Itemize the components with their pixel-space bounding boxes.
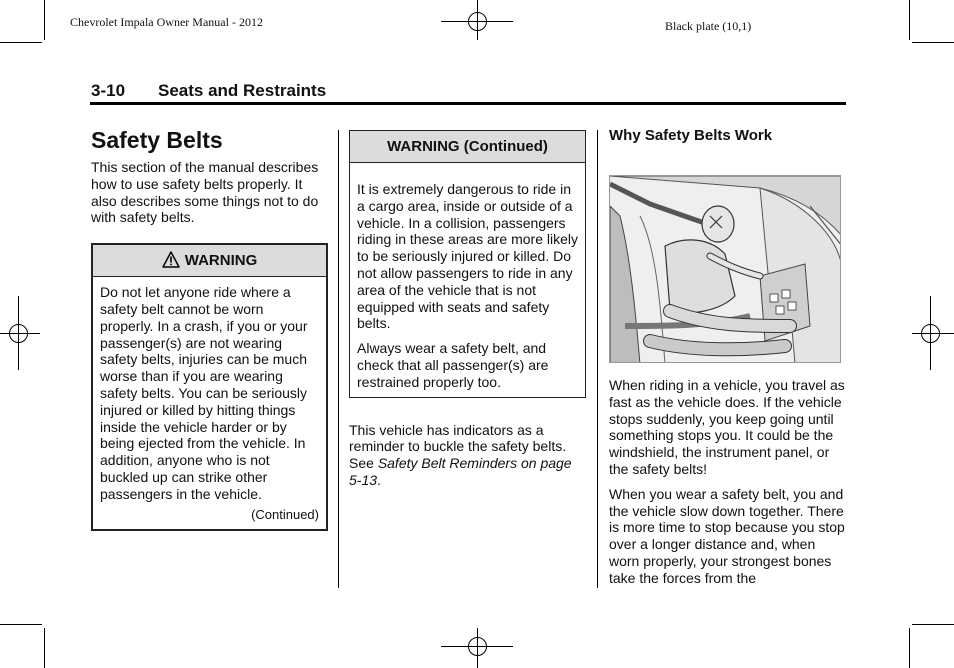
manual-title: Chevrolet Impala Owner Manual - 2012: [70, 15, 263, 29]
crop-mark: [912, 42, 954, 43]
intro-paragraph: This section of the manual describes how to use safety belts properly. It also describes some things not to do with safety belts.: [91, 159, 319, 226]
section-heading: Why Safety Belts Work: [609, 127, 773, 144]
warning-body: [93, 277, 326, 529]
page-number: 3-10: [91, 81, 126, 100]
warning-continued-text-2: Always wear a safety belt, and check that all passenger(s) are restrained properly too.: [357, 340, 549, 390]
warning-header: [93, 245, 326, 277]
running-header: [91, 81, 326, 101]
column-divider: [338, 130, 339, 588]
crop-mark: [0, 42, 42, 43]
header-rule: [90, 102, 846, 105]
crop-mark: [909, 628, 910, 668]
column-2: [349, 130, 586, 497]
crash-test-dummy-illustration: [609, 175, 841, 363]
warning-continued-box: [349, 130, 586, 398]
registration-mark-bottom: [441, 628, 513, 668]
crop-mark: [909, 0, 910, 40]
warning-box: [91, 243, 328, 531]
crop-mark: [912, 624, 954, 625]
registration-mark-top: [441, 0, 513, 40]
warning-continued-text: It is extremely dangerous to ride in a cargo area, inside or outside of a vehicle. In a collision, passengers riding in these areas are more likely to be seriously injured or killed. Do not allow passengers to ride in any area of the vehicle that is not equipped with seats and safety belts.: [357, 181, 578, 332]
section-title: Seats and Restraints: [158, 81, 327, 100]
warning-continued-header: WARNING (Continued): [350, 131, 585, 163]
plate-label: Black plate (10,1): [665, 19, 752, 33]
column-divider: [597, 130, 598, 588]
cross-reference-link[interactable]: Safety Belt Reminders on page 5-13: [349, 455, 572, 488]
crop-mark: [0, 624, 42, 625]
body-paragraph-2: When you wear a safety belt, you and the vehicle slow down together. There is more time to stop because you stop over a longer distance and, when worn properly, your strongest bones take the forces from the: [609, 485, 845, 586]
warning-text: Do not let anyone ride where a safety belt cannot be worn properly. In a crash, if you or your passenger(s) are not wearing safety belts, injuries can be much worse than if you are wearing safety belts. You can be seriously injured or killed by hitting things inside the vehicle harder or by being ejected from the vehicle. In addition, anyone who is not buckled up can strike other passengers in the vehicle.: [100, 284, 308, 502]
column-3: [609, 127, 846, 595]
warning-triangle-icon: [162, 248, 180, 279]
column-1: [91, 127, 328, 531]
crop-mark: [44, 628, 45, 668]
registration-mark-right: [912, 296, 954, 370]
warning-label: WARNING: [184, 252, 258, 270]
reminder-note: This vehicle has indicators as a reminder to buckle the safety belts. See Safety Belt Reminders on page 5-13.: [349, 421, 572, 488]
registration-mark-left: [0, 296, 40, 370]
page-title: Safety Belts: [91, 127, 223, 153]
warning-continued-body: [350, 163, 585, 397]
crop-mark: [44, 0, 45, 40]
body-paragraph: When riding in a vehicle, you travel as fast as the vehicle does. If the vehicle stops suddenly, you keep going until something stops you. It could be the windshield, the instrument panel, or the safety belts!: [609, 377, 845, 477]
continued-label: (Continued): [251, 506, 319, 522]
